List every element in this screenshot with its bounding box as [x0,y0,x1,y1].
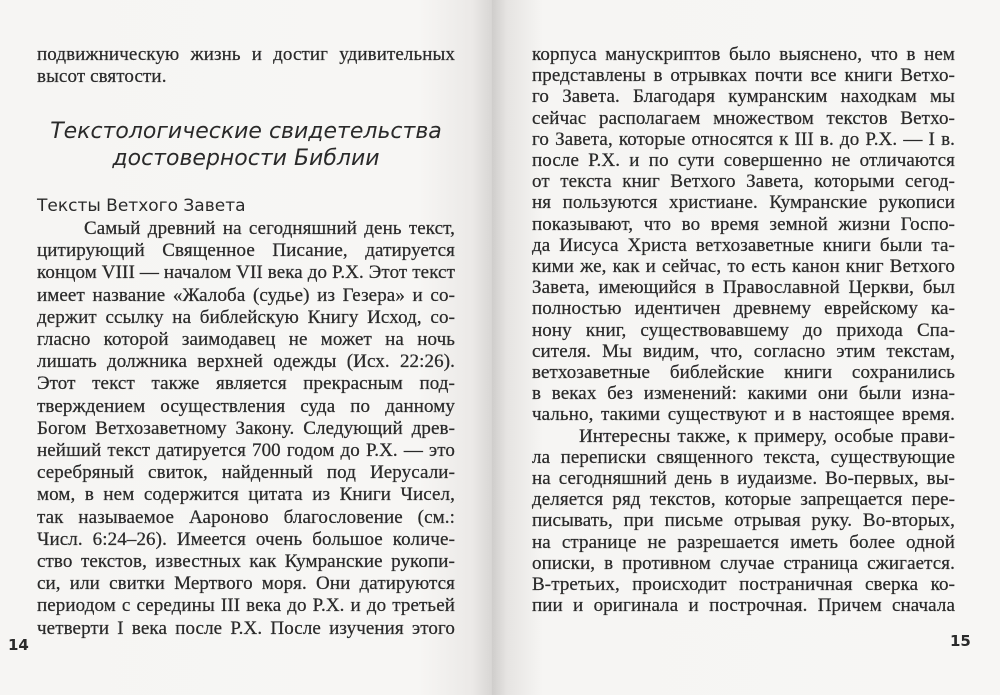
text-line: Интересны также, к примеру, особые прави- [579,425,955,447]
text-line: подвижническую жизнь и достиг удивительных [37,44,455,65]
text-line: корпуса манускриптов было выяснено, что в нем [532,44,955,65]
text-line: Числ. 6:24–26). Имеется очень большое количе- [37,528,455,550]
text-line: сейчас располагаем множеством текстов Ветхо- [532,107,955,129]
text-line: гласно которой заимодавец не может на ночь [37,329,455,350]
text-line: го Завета, которые относятся к III в. до Р.Х. — I в. [532,128,955,150]
text-line: описки, в противном случае страница сжигается. [532,552,955,574]
text-line: концом VIII — началом VII века до Р.Х. Этот текст [37,262,455,284]
section-heading-line-2: достоверности Библии [112,146,380,171]
text-line: Этот текст также является прекрасным под- [37,373,455,395]
text-line: высот святости. [37,66,167,87]
right-page [492,0,1000,695]
left-page [0,0,492,695]
page-number-right: 15 [950,632,971,650]
text-line: чально, такими существуют и в настоящее время. [532,404,955,426]
text-line: Богом Ветхозаветному Закону. Следующий древ- [37,417,455,439]
text-line: на странице не разрешается иметь более одной [532,531,955,553]
text-line: ветхозаветные библейские книги сохранились [532,362,955,383]
text-line: Самый древний на сегодняшний день текст, [84,218,455,239]
text-line: го Завета. Благодаря кумранским находкам мы [532,86,955,108]
text-line: ла переписки священного текста, существующие [532,446,955,468]
text-line: В-третьих, происходит постраничная сверка ко- [532,574,955,595]
text-line: ство текстов, известных как Кумранские рукопи- [37,551,455,572]
text-line: серебряный свиток, найденный под Иерусали- [37,462,455,484]
text-line: четверти I века после Р.Х. После изучения этого [37,617,455,639]
text-line: деляется ряд текстов, которые запрещается пере- [532,489,955,511]
text-line: сителя. Мы видим, что, согласно этим текстам, [532,340,955,362]
text-line: тверждением осуществления суда по данному [37,395,455,417]
text-line: ня пользуются христиане. Кумранские рукописи [532,192,955,214]
text-line: си, или свитки Мертвого моря. Они датируются [37,573,455,595]
text-line: пии и оригинала и построчная. Причем сначала [532,595,955,617]
text-line: лишать должника верхней одежды (Исх. 22:26). [37,351,455,373]
page-number-left: 14 [8,636,29,654]
text-line: на сегодняшний день в иудаизме. Во-первых, вы- [532,468,955,489]
text-line: в веках без изменений: какими они были изна- [532,383,955,405]
text-line: мом, в нем содержится цитата из Книги Чисел, [37,484,455,506]
text-line: нону книг, существовавшему до прихода Спа- [532,319,955,341]
text-line: писывать, при письме отрывая руку. Во-вторых, [532,510,955,532]
text-line: Завета, имеющийся в Православной Церкви, был [532,277,955,299]
section-heading-line-1: Текстологические свидетельства [50,119,442,144]
text-line: имеет название «Жалоба (судье) из Гезера» и со- [37,284,455,306]
text-line: цитирующий Священное Писание, датируется [37,240,455,262]
text-line: держит ссылку на библейскую Книгу Исход, со- [37,306,455,328]
text-line: да Иисуса Христа ветхозаветные книги были та- [532,234,955,256]
subsection-heading: Тексты Ветхого Завета [37,196,246,216]
text-line: после Р.Х. и по сути совершенно не отличаются [532,150,955,171]
text-line: представлены в отрывках почти все книги Ветхо- [532,65,955,87]
text-line: полностью идентичен древнему еврейскому ка- [532,298,955,320]
text-line: показывают, что во время земной жизни Госпо- [532,213,955,235]
text-line: периодом с середины III века до Р.Х. и до третьей [37,595,455,617]
text-line: так называемое Аароново благословение (см.: [37,506,455,528]
text-line: нейший текст датируется 700 годом до Р.Х. — это [37,440,455,461]
text-line: от текста книг Ветхого Завета, которыми сегод- [532,171,955,193]
text-line: кими же, как и сейчас, то есть канон книг Ветхого [532,256,955,277]
